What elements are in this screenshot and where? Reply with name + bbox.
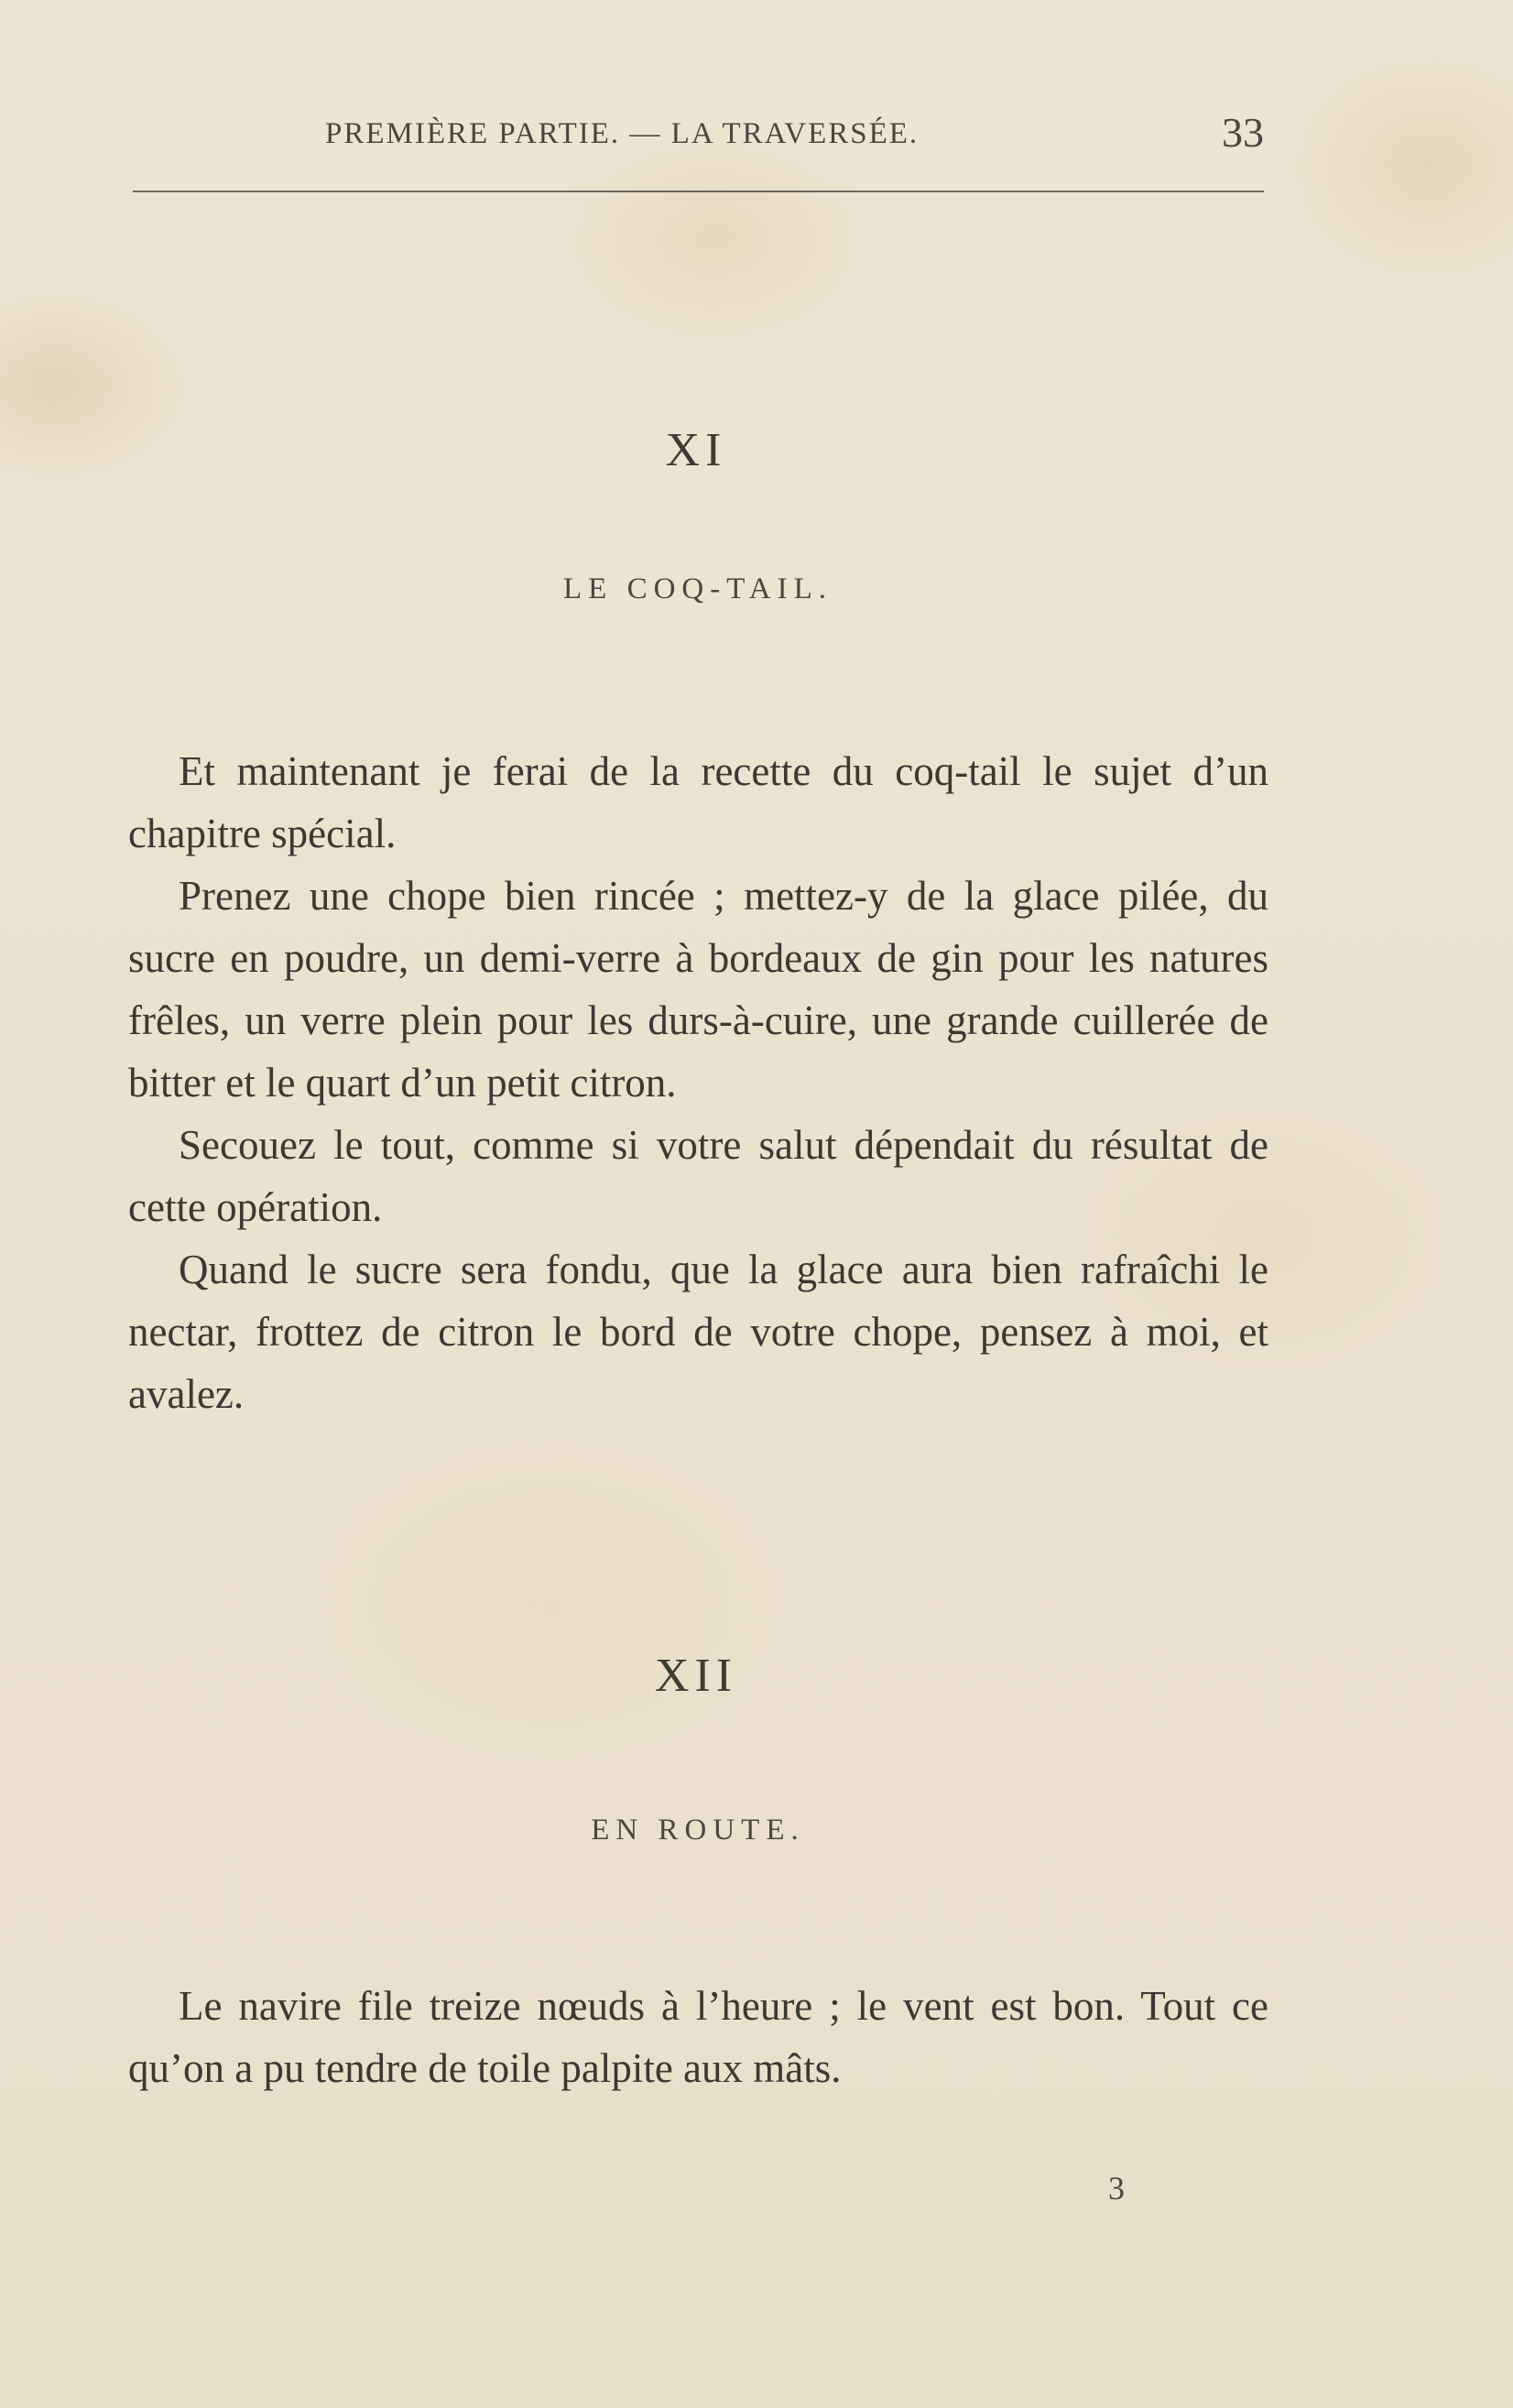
header-rule xyxy=(133,191,1264,192)
chapter-title-xi: LE COQ-TAIL. xyxy=(563,572,833,605)
section-xi-body xyxy=(128,740,1268,1425)
section-xii-body xyxy=(128,1975,1268,2099)
chapter-number-xii: XII xyxy=(654,1650,738,1702)
paragraph: Quand le sucre sera fondu, que la glace aura bien rafraîchi le nectar, frottez de citron le bord de votre chope, pensez à moi, et avalez. xyxy=(128,1247,1268,1417)
running-head xyxy=(133,108,1264,163)
paragraph: Et maintenant je ferai de la recette du coq-tail le sujet d’un chapitre spécial. xyxy=(128,748,1268,856)
paragraph: Le navire file treize nœuds à l’heure ; le vent est bon. Tout ce qu’on a pu tendre de toile palpite aux mâts. xyxy=(128,1983,1268,2091)
running-title: PREMIÈRE PARTIE. — LA TRAVERSÉE. xyxy=(325,117,920,150)
chapter-number-xi: XI xyxy=(665,424,727,476)
page-number: 33 xyxy=(1222,109,1264,156)
paragraph: Secouez le tout, comme si votre salut dépendait du résultat de cette opération. xyxy=(128,1122,1268,1230)
paragraph: Prenez une chope bien rincée ; mettez-y de la glace pilée, du sucre en poudre, un demi-verre à bordeaux de gin pour les natures frêles, un verre plein pour les durs-à-cuire, une grande cuillerée de bitter et le quart d’un petit citron. xyxy=(128,873,1268,1106)
signature-mark: 3 xyxy=(1108,2170,1125,2206)
chapter-title-xii: EN ROUTE. xyxy=(591,1814,805,1847)
